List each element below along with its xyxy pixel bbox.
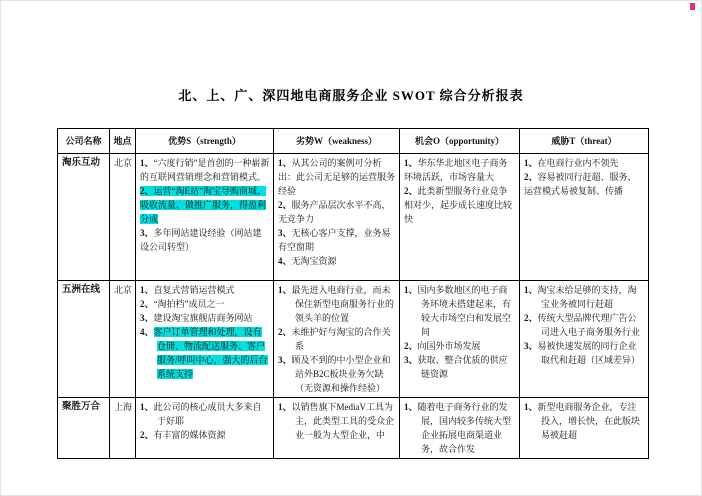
strength-cell: [136, 398, 274, 459]
weakness-cell: [274, 154, 400, 281]
swot-item: 2、运营“淘E站”淘宝导购商城、吸收流量、做推广服务，得盈利分成: [140, 186, 267, 224]
column-header-strength: 优势S（strength）: [136, 129, 274, 154]
strength-cell: [136, 281, 274, 398]
opportunity-cell: [400, 154, 520, 281]
swot-item: 2、容易被同行赶超、服务、运营模式易被复制、传播: [524, 172, 637, 196]
swot-item: 3、获取、整合优质的供应链资源: [404, 355, 508, 379]
swot-item: 1、直复式营销运营模式: [140, 285, 235, 295]
column-header-location: 地点: [110, 129, 136, 154]
swot-item: 1、华东华北地区电子商务环境活跃，市场容量大: [404, 158, 508, 182]
opportunity-cell: [400, 281, 520, 398]
column-header-weakness: 劣势W（weakness）: [274, 129, 400, 154]
column-header-opportunity: 机会O（opportunity）: [400, 129, 520, 154]
company-name: 聚胜万合: [58, 398, 110, 459]
swot-item: 3、建设淘宝旗舰店商务网站: [140, 313, 253, 323]
swot-item: 4、客户订单管理和处理，设有仓储、物流配送服务、客户服务/呼叫中心，强大的后台系统支持: [140, 327, 268, 379]
threat-cell: [520, 398, 649, 459]
swot-item: 2、有丰富的媒体资源: [140, 430, 226, 440]
swot-item: 2、未维护好与淘宝的合作关系: [278, 327, 391, 351]
threat-cell: [520, 154, 649, 281]
weakness-cell: [274, 398, 400, 459]
swot-item: 1、国内多数地区的电子商务环境未搭建起来，有较大市场空白和发展空间: [404, 285, 512, 337]
swot-item: 3、多年网站建设经验（网站建设公司转型）: [140, 228, 262, 252]
weakness-cell: [274, 281, 400, 398]
company-location: 北京: [110, 154, 136, 281]
page-title: 北、上、广、深四地电商服务企业 SWOT 综合分析报表: [178, 88, 524, 103]
opportunity-cell: [400, 398, 520, 459]
swot-item: 1、新型电商服务企业，专注投入，增长快，在此版块易被赶超: [524, 402, 641, 440]
swot-item: 2、“淘拍档”成员之一: [140, 299, 225, 309]
company-location: 上海: [110, 398, 136, 459]
swot-item: 2、向国外市场发展: [404, 341, 481, 351]
annotation-mark: [690, 3, 695, 10]
swot-item: 2、服务产品层次水平不高，无竞争力: [278, 200, 391, 224]
table-row: [58, 281, 649, 398]
swot-item: 2、传统大型品牌代理广告公司进入电子商务服务行业: [524, 313, 641, 337]
swot-item: 3、无核心客户支撑，业务易有空窗期: [278, 228, 391, 252]
swot-item: 1、“六度行销”是首创的一种崭新的互联网营销理念和营销模式。: [140, 158, 270, 182]
swot-item: 1、淘宝未给足够的支持，淘宝业务被同行赶超: [524, 285, 637, 309]
company-name: 五洲在线: [58, 281, 110, 398]
column-header-threat: 威胁T（threat）: [520, 129, 649, 154]
swot-item: 2、此类新型服务行业竞争相对少，起步成长速度比较快: [404, 186, 513, 224]
table-header-row: [58, 129, 649, 154]
column-header-company: 公司名称: [58, 129, 110, 154]
swot-item: 1、在电商行业内不领先: [524, 158, 619, 168]
swot-item: 3、顾及不到的中小型企业和站外B2C板块业务欠缺（无资源和操作经验）: [278, 355, 391, 393]
swot-item: 1、随着电子商务行业的发展，国内较多传统大型企业拓展电商渠道业务，故合作发: [404, 402, 512, 454]
swot-item: 3、易被快速发展的同行企业取代和赶超（区域差异）: [524, 341, 641, 365]
threat-cell: [520, 281, 649, 398]
company-location: 北京: [110, 281, 136, 398]
table-row: [58, 398, 649, 459]
table-row: [58, 154, 649, 281]
swot-item: 1、从其公司的案例可分析出：此公司无足够的运营服务经验: [278, 158, 396, 196]
company-name: 淘乐互动: [58, 154, 110, 281]
swot-item: 1、以销售旗下MediaV工具为主，此类型工具的受众企业一般为大型企业，中: [278, 402, 395, 440]
swot-item: 4、无淘宝资源: [278, 256, 337, 266]
swot-item: 1、最先进入电商行业，而未保住新型电商服务行业的领头羊的位置: [278, 285, 395, 323]
swot-item: 1、此公司的核心成员大多来自于好耶: [140, 402, 262, 426]
strength-cell: [136, 154, 274, 281]
swot-table: [57, 128, 649, 459]
